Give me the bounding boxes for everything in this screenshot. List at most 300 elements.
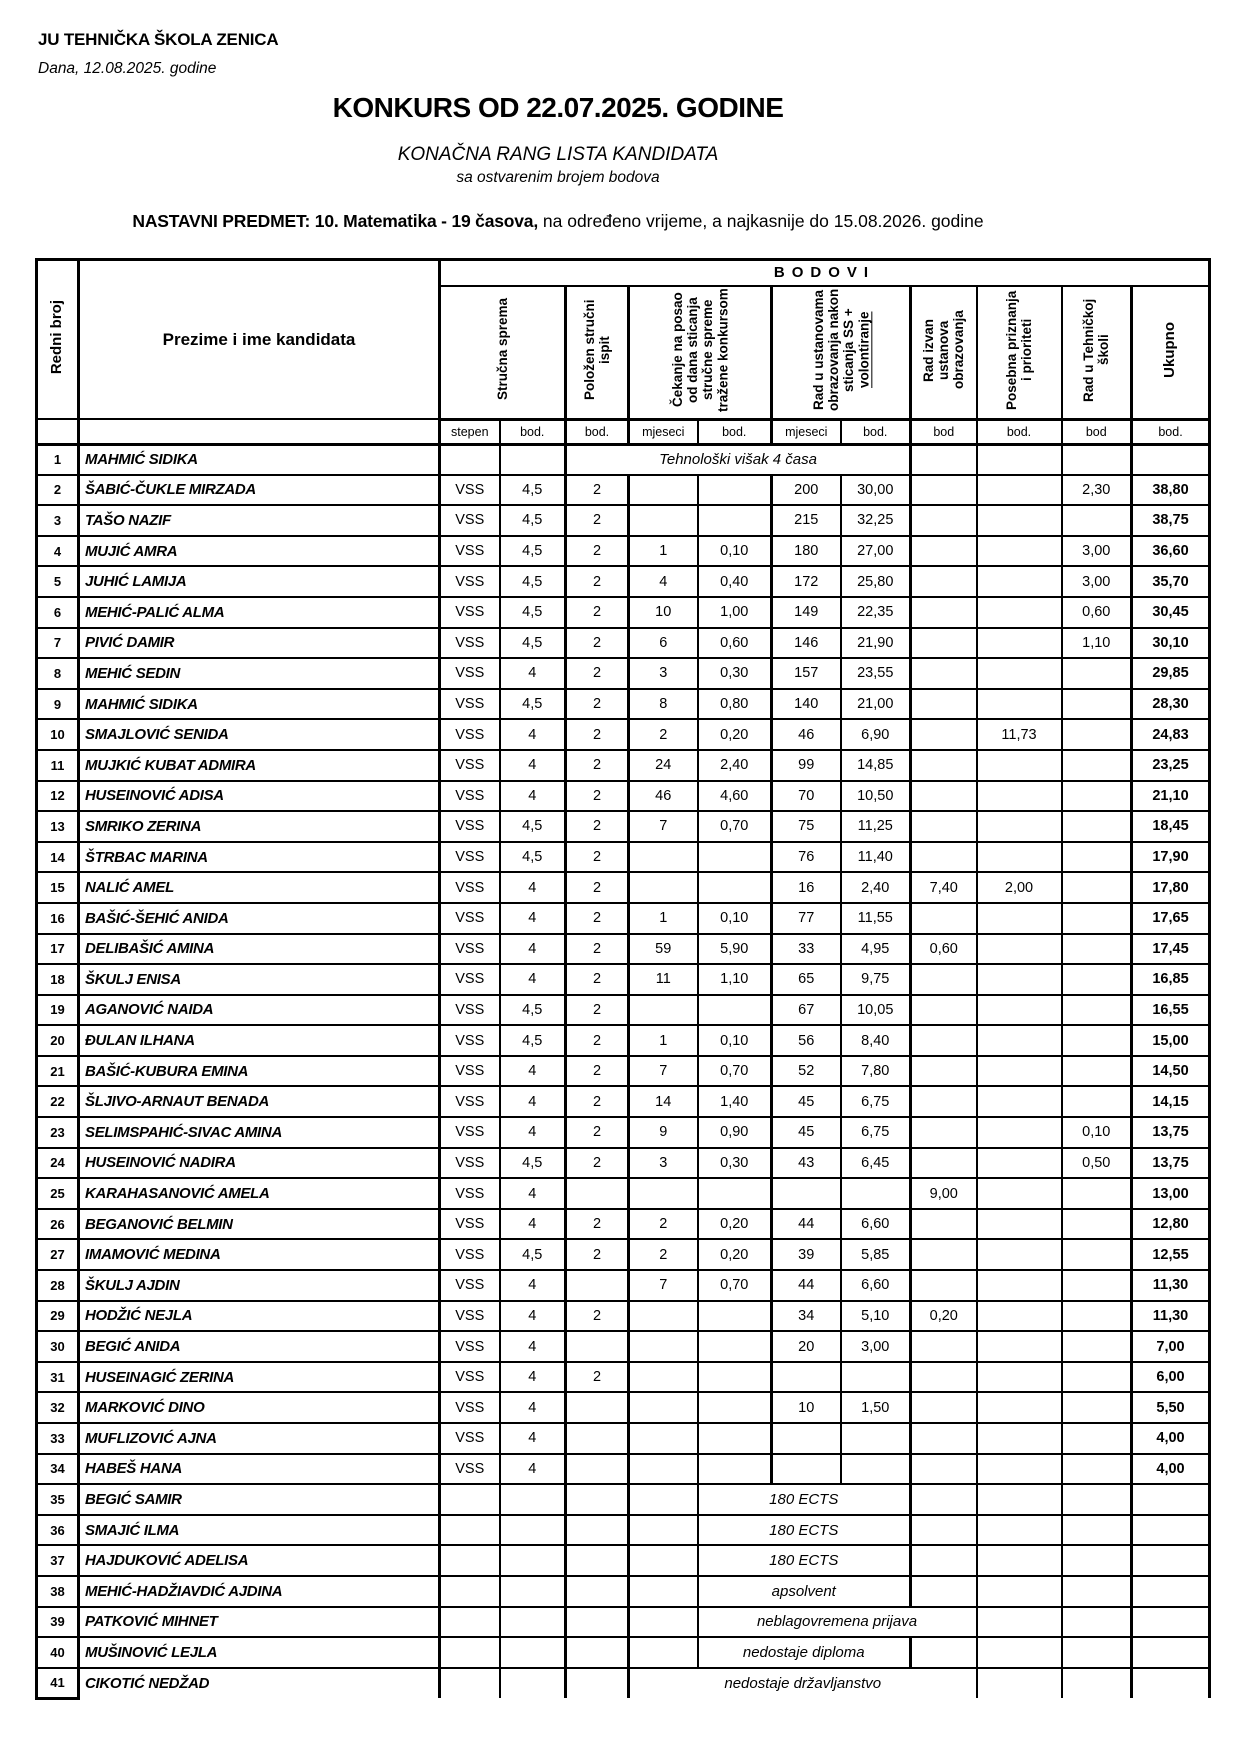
cell-bod: VSS [440, 1239, 500, 1270]
cell-bod [500, 1576, 566, 1607]
cell-bod [977, 566, 1062, 597]
cell-bod: 46 [629, 781, 698, 812]
cell-bod: 2 [566, 536, 629, 567]
cell-ukupno: 4,00 [1132, 1423, 1210, 1454]
cell-bod [1062, 750, 1132, 781]
cell-bod: 4 [500, 934, 566, 965]
cell-bod [1062, 1576, 1132, 1607]
cell-note: apsolvent [698, 1576, 911, 1607]
cell-bod: 44 [772, 1270, 841, 1301]
cell-bod: 7 [629, 1056, 698, 1087]
table-row [37, 475, 1210, 506]
cell-bod: 0,10 [698, 903, 772, 934]
cell-redni-broj: 36 [37, 1515, 79, 1546]
cell-ukupno: 17,65 [1132, 903, 1210, 934]
cell-bod: VSS [440, 597, 500, 628]
cell-bod: 4 [500, 1392, 566, 1423]
cell-bod: 2 [629, 1209, 698, 1240]
cell-bod: 2 [566, 781, 629, 812]
cell-bod [440, 1607, 500, 1638]
col-header-bodovi [440, 260, 1210, 286]
cell-bod [977, 1239, 1062, 1270]
cell-bod [1062, 1637, 1132, 1668]
cell-bod: 2 [566, 1025, 629, 1056]
cell-kandidat-name: ĐULAN ILHANA [79, 1025, 440, 1056]
cell-ukupno: 18,45 [1132, 811, 1210, 842]
cell-bod: 45 [772, 1117, 841, 1148]
cell-bod [1062, 995, 1132, 1026]
table-row [37, 1086, 1210, 1117]
col-header-prezime-ime [79, 260, 440, 420]
cell-bod: 39 [772, 1239, 841, 1270]
unit-bod-tehnicka: bod [1062, 419, 1132, 444]
cell-bod [1062, 934, 1132, 965]
cell-ukupno: 14,50 [1132, 1056, 1210, 1087]
cell-bod [1062, 505, 1132, 536]
cell-bod: 20 [772, 1331, 841, 1362]
cell-kandidat-name: MUJIĆ AMRA [79, 536, 440, 567]
cell-redni-broj: 17 [37, 934, 79, 965]
cell-bod [1062, 1301, 1132, 1332]
cell-bod [977, 1362, 1062, 1393]
cell-bod: 2 [566, 995, 629, 1026]
cell-kandidat-name: MUŠINOVIĆ LEJLA [79, 1637, 440, 1668]
subject-bold: NASTAVNI PREDMET: 10. Matematika - 19 časova, [132, 211, 539, 231]
cell-bod: 6,75 [841, 1086, 911, 1117]
cell-bod [977, 628, 1062, 659]
cell-bod: 3,00 [1062, 536, 1132, 567]
cell-bod: 2 [566, 628, 629, 659]
cell-bod: 0,10 [698, 1025, 772, 1056]
cell-ukupno: 15,00 [1132, 1025, 1210, 1056]
cell-bod [911, 1056, 977, 1087]
cell-bod: 33 [772, 934, 841, 965]
cell-bod: 5,85 [841, 1239, 911, 1270]
cell-redni-broj: 38 [37, 1576, 79, 1607]
table-row [37, 1637, 1210, 1668]
cell-kandidat-name: MARKOVIĆ DINO [79, 1392, 440, 1423]
cell-bod [566, 1668, 629, 1699]
table-row [37, 1545, 1210, 1576]
cell-bod [911, 1515, 977, 1546]
cell-bod [698, 872, 772, 903]
cell-kandidat-name: BEGIĆ SAMIR [79, 1484, 440, 1515]
cell-redni-broj: 10 [37, 719, 79, 750]
cell-bod: 43 [772, 1148, 841, 1179]
cell-redni-broj: 1 [37, 444, 79, 475]
cell-bod [440, 1576, 500, 1607]
cell-redni-broj: 26 [37, 1209, 79, 1240]
cell-note: 180 ECTS [698, 1545, 911, 1576]
cell-bod: 2 [566, 1117, 629, 1148]
cell-ukupno [1132, 1484, 1210, 1515]
cell-ukupno: 36,60 [1132, 536, 1210, 567]
cell-bod [629, 1515, 698, 1546]
cell-bod [1062, 1423, 1132, 1454]
cell-redni-broj: 4 [37, 536, 79, 567]
cell-bod: 10,05 [841, 995, 911, 1026]
cell-bod: 4,5 [500, 842, 566, 873]
cell-ukupno: 35,70 [1132, 566, 1210, 597]
cell-redni-broj: 27 [37, 1239, 79, 1270]
cell-bod: 0,20 [698, 1239, 772, 1270]
cell-bod [911, 964, 977, 995]
cell-bod [977, 1178, 1062, 1209]
cell-bod [629, 842, 698, 873]
cell-bod [500, 1637, 566, 1668]
cell-bod [911, 566, 977, 597]
table-row [37, 444, 1210, 475]
header-center [38, 92, 1078, 232]
cell-kandidat-name: MAHMIĆ SIDIKA [79, 689, 440, 720]
cell-ukupno [1132, 1545, 1210, 1576]
cell-bod: 4 [500, 1270, 566, 1301]
cell-ukupno: 5,50 [1132, 1392, 1210, 1423]
cell-kandidat-name: ŠABIĆ-ČUKLE MIRZADA [79, 475, 440, 506]
cell-bod [1062, 1362, 1132, 1393]
cell-ukupno: 7,00 [1132, 1331, 1210, 1362]
cell-bod [440, 1545, 500, 1576]
cell-bod [1062, 1331, 1132, 1362]
unit-stepen: stepen [440, 419, 500, 444]
cell-bod: 4,5 [500, 1025, 566, 1056]
cell-bod [841, 1423, 911, 1454]
cell-redni-broj: 39 [37, 1607, 79, 1638]
cell-bod [977, 1545, 1062, 1576]
cell-bod [1062, 1668, 1132, 1699]
cell-bod: 2,00 [977, 872, 1062, 903]
cell-ukupno: 17,90 [1132, 842, 1210, 873]
cell-bod: 3,00 [841, 1331, 911, 1362]
cell-redni-broj: 25 [37, 1178, 79, 1209]
cell-bod: 6,45 [841, 1148, 911, 1179]
cell-bod [566, 1576, 629, 1607]
cell-bod: 24 [629, 750, 698, 781]
rad-u-ustanovama-label [811, 287, 871, 413]
cell-bod: VSS [440, 1331, 500, 1362]
cell-bod: 0,70 [698, 1270, 772, 1301]
cell-bod: 2 [629, 719, 698, 750]
cell-bod: 44 [772, 1209, 841, 1240]
cell-bod: 11,25 [841, 811, 911, 842]
cell-bod: 6,60 [841, 1209, 911, 1240]
cell-bod: 27,00 [841, 536, 911, 567]
cell-redni-broj: 40 [37, 1637, 79, 1668]
cell-kandidat-name: AGANOVIĆ NAIDA [79, 995, 440, 1026]
cell-bod: 2 [566, 964, 629, 995]
cell-kandidat-name: BEGIĆ ANIDA [79, 1331, 440, 1362]
cell-redni-broj: 20 [37, 1025, 79, 1056]
cell-bod [698, 1178, 772, 1209]
cell-kandidat-name: PIVIĆ DAMIR [79, 628, 440, 659]
cell-bod: 0,20 [911, 1301, 977, 1332]
cell-bod [911, 1545, 977, 1576]
cell-bod: 0,90 [698, 1117, 772, 1148]
cell-ukupno: 23,25 [1132, 750, 1210, 781]
table-row [37, 689, 1210, 720]
cell-bod: VSS [440, 995, 500, 1026]
cell-ukupno [1132, 1637, 1210, 1668]
cell-bod: 2 [566, 1301, 629, 1332]
cell-redni-broj: 8 [37, 658, 79, 689]
cell-bod [772, 1178, 841, 1209]
cell-bod [911, 903, 977, 934]
cell-bod: 0,70 [698, 811, 772, 842]
cell-bod: 4,5 [500, 1148, 566, 1179]
cell-bod: VSS [440, 811, 500, 842]
cell-ukupno [1132, 444, 1210, 475]
cell-bod [566, 1607, 629, 1638]
cell-bod: 2 [566, 1148, 629, 1179]
cell-bod [566, 1331, 629, 1362]
cell-bod: 2 [566, 658, 629, 689]
cell-bod: 7,40 [911, 872, 977, 903]
cell-bod: VSS [440, 842, 500, 873]
cell-bod [977, 934, 1062, 965]
cell-bod: 4 [629, 566, 698, 597]
cell-bod: 2 [566, 934, 629, 965]
cell-bod: VSS [440, 964, 500, 995]
cell-bod [977, 811, 1062, 842]
cell-bod [629, 1545, 698, 1576]
cell-bod [1062, 1209, 1132, 1240]
strucna-sprema-label: Stručna sprema [494, 298, 510, 401]
cell-bod [977, 1454, 1062, 1485]
cell-kandidat-name: HABEŠ HANA [79, 1454, 440, 1485]
cell-bod: 4 [500, 1086, 566, 1117]
cell-kandidat-name: ŠTRBAC MARINA [79, 842, 440, 873]
col-header-redni-broj [37, 260, 79, 420]
cell-bod: 6,60 [841, 1270, 911, 1301]
cell-bod [566, 1454, 629, 1485]
cell-kandidat-name: PATKOVIĆ MIHNET [79, 1607, 440, 1638]
cell-bod [698, 995, 772, 1026]
cell-ukupno: 11,30 [1132, 1301, 1210, 1332]
table-row [37, 1209, 1210, 1240]
cell-bod: VSS [440, 658, 500, 689]
col-header-posebna-priznanja [977, 286, 1062, 420]
table-row [37, 1362, 1210, 1393]
cell-bod [566, 1423, 629, 1454]
cell-bod: 2 [566, 566, 629, 597]
cell-kandidat-name: MUFLIZOVIĆ AJNA [79, 1423, 440, 1454]
cell-bod: 1 [629, 536, 698, 567]
cell-redni-broj: 22 [37, 1086, 79, 1117]
cell-bod [911, 1423, 977, 1454]
cell-bod [977, 1668, 1062, 1699]
cell-bod: 2 [566, 475, 629, 506]
cell-redni-broj: 9 [37, 689, 79, 720]
table-row [37, 872, 1210, 903]
cell-bod [1062, 842, 1132, 873]
date-line: Dana, 12.08.2025. godine [38, 60, 217, 77]
cell-bod: 25,80 [841, 566, 911, 597]
cell-ukupno: 14,15 [1132, 1086, 1210, 1117]
cell-bod: VSS [440, 628, 500, 659]
cell-bod: 0,50 [1062, 1148, 1132, 1179]
cell-bod: 4 [500, 1056, 566, 1087]
cell-bod: 1,40 [698, 1086, 772, 1117]
cell-ukupno: 30,10 [1132, 628, 1210, 659]
cell-bod: 4,5 [500, 566, 566, 597]
cell-kandidat-name: DELIBAŠIĆ AMINA [79, 934, 440, 965]
cell-kandidat-name: NALIĆ AMEL [79, 872, 440, 903]
cell-redni-broj: 28 [37, 1270, 79, 1301]
cell-bod [772, 1362, 841, 1393]
cell-bod: 6,90 [841, 719, 911, 750]
cell-bod: 23,55 [841, 658, 911, 689]
cell-kandidat-name: ŠLJIVO-ARNAUT BENADA [79, 1086, 440, 1117]
table-row [37, 1576, 1210, 1607]
col-header-polozen-strucni-ispit [566, 286, 629, 420]
cell-bod: 4,5 [500, 1239, 566, 1270]
cell-ukupno: 38,75 [1132, 505, 1210, 536]
cell-bod: 30,00 [841, 475, 911, 506]
cell-bod [1062, 1454, 1132, 1485]
cell-bod [911, 1454, 977, 1485]
cell-bod [629, 1454, 698, 1485]
school-name: JU TEHNIČKA ŠKOLA ZENICA [38, 30, 279, 49]
cell-bod: 2 [566, 1086, 629, 1117]
table-row [37, 1607, 1210, 1638]
cell-bod: 0,20 [698, 1209, 772, 1240]
cell-bod: 5,10 [841, 1301, 911, 1332]
cell-bod: VSS [440, 689, 500, 720]
cell-bod: 0,20 [698, 719, 772, 750]
cell-bod [841, 1178, 911, 1209]
cell-note: nedostaje državljanstvo [629, 1668, 977, 1699]
table-body [37, 444, 1210, 1698]
cell-bod [1062, 1545, 1132, 1576]
cell-kandidat-name: JUHIĆ LAMIJA [79, 566, 440, 597]
cell-redni-broj: 32 [37, 1392, 79, 1423]
unit-bod-ss: bod. [500, 419, 566, 444]
cell-note: nedostaje diploma [698, 1637, 911, 1668]
cell-bod: 10 [772, 1392, 841, 1423]
cell-bod [500, 1545, 566, 1576]
cell-bod: 8 [629, 689, 698, 720]
cell-ukupno: 13,75 [1132, 1148, 1210, 1179]
cell-bod [1062, 658, 1132, 689]
table-row [37, 1392, 1210, 1423]
cell-bod [1062, 964, 1132, 995]
cell-kandidat-name: IMAMOVIĆ MEDINA [79, 1239, 440, 1270]
rad-u-ustanovama-text: Rad u ustanovama obrazovanja nakon sticanja SS + [810, 288, 856, 411]
cell-bod: 146 [772, 628, 841, 659]
table-row [37, 1515, 1210, 1546]
cell-redni-broj: 24 [37, 1148, 79, 1179]
cell-bod [440, 1484, 500, 1515]
cell-redni-broj: 7 [37, 628, 79, 659]
cell-bod [911, 1239, 977, 1270]
cell-bod [500, 1484, 566, 1515]
cell-ukupno: 13,75 [1132, 1117, 1210, 1148]
cell-bod [1062, 1025, 1132, 1056]
cell-bod [500, 1515, 566, 1546]
cell-bod [772, 1423, 841, 1454]
cell-bod: 1 [629, 903, 698, 934]
cell-bod [911, 1148, 977, 1179]
cell-bod: 1,00 [698, 597, 772, 628]
cell-kandidat-name: KARAHASANOVIĆ AMELA [79, 1178, 440, 1209]
cell-bod: 4 [500, 872, 566, 903]
cell-bod: 11,55 [841, 903, 911, 934]
cell-bod [911, 750, 977, 781]
cell-bod [1062, 1178, 1132, 1209]
table-row [37, 934, 1210, 965]
subject-line [38, 211, 1078, 232]
cell-bod [566, 1545, 629, 1576]
cell-note: Tehnološki višak 4 časa [566, 444, 911, 475]
cell-bod: 6 [629, 628, 698, 659]
cell-bod [566, 1484, 629, 1515]
cell-bod: 9 [629, 1117, 698, 1148]
cell-bod [566, 1178, 629, 1209]
cell-bod: 21,90 [841, 628, 911, 659]
polozen-ispit-label: Položen stručni ispit [581, 299, 612, 400]
cell-bod: 4,5 [500, 628, 566, 659]
cell-bod [629, 1423, 698, 1454]
cell-bod: 8,40 [841, 1025, 911, 1056]
table-row [37, 781, 1210, 812]
cell-ukupno: 24,83 [1132, 719, 1210, 750]
cell-bod [911, 658, 977, 689]
cell-bod [977, 1484, 1062, 1515]
cell-bod: 4 [500, 750, 566, 781]
cell-bod: VSS [440, 1117, 500, 1148]
cell-bod [841, 1454, 911, 1485]
cell-bod: VSS [440, 1025, 500, 1056]
cell-bod [440, 1515, 500, 1546]
col-header-rad-u-tehnickoj-skoli [1062, 286, 1132, 420]
cell-bod: 140 [772, 689, 841, 720]
units-empty-name [79, 419, 440, 444]
unit-bod-cekanje: bod. [698, 419, 772, 444]
cell-bod: VSS [440, 1301, 500, 1332]
cell-bod: 67 [772, 995, 841, 1026]
cell-bod: 11,40 [841, 842, 911, 873]
cell-kandidat-name: HAJDUKOVIĆ ADELISA [79, 1545, 440, 1576]
cell-kandidat-name: SMAJIĆ ILMA [79, 1515, 440, 1546]
cell-bod: 215 [772, 505, 841, 536]
table-row [37, 597, 1210, 628]
cell-bod: 4 [500, 1362, 566, 1393]
cell-bod [1062, 781, 1132, 812]
cell-bod [1062, 1270, 1132, 1301]
cell-kandidat-name: MAHMIĆ SIDIKA [79, 444, 440, 475]
cell-redni-broj: 3 [37, 505, 79, 536]
col-header-rad-u-ustanovama [772, 286, 911, 420]
cell-bod [1062, 1484, 1132, 1515]
cell-bod: 180 [772, 536, 841, 567]
cell-bod: 2 [566, 842, 629, 873]
cell-kandidat-name: MUJKIĆ KUBAT ADMIRA [79, 750, 440, 781]
cell-bod [1062, 1607, 1132, 1638]
cell-bod: 4 [500, 1454, 566, 1485]
cell-kandidat-name: HUSEINOVIĆ NADIRA [79, 1148, 440, 1179]
cell-bod [1062, 1056, 1132, 1087]
cell-bod: VSS [440, 566, 500, 597]
cell-bod: VSS [440, 903, 500, 934]
cell-bod [629, 1331, 698, 1362]
table-row [37, 505, 1210, 536]
rang-lista-table [35, 258, 1211, 1700]
cell-bod: VSS [440, 719, 500, 750]
cell-bod [698, 1392, 772, 1423]
cell-bod: 0,10 [698, 536, 772, 567]
cell-ukupno: 29,85 [1132, 658, 1210, 689]
cell-bod: 7 [629, 1270, 698, 1301]
